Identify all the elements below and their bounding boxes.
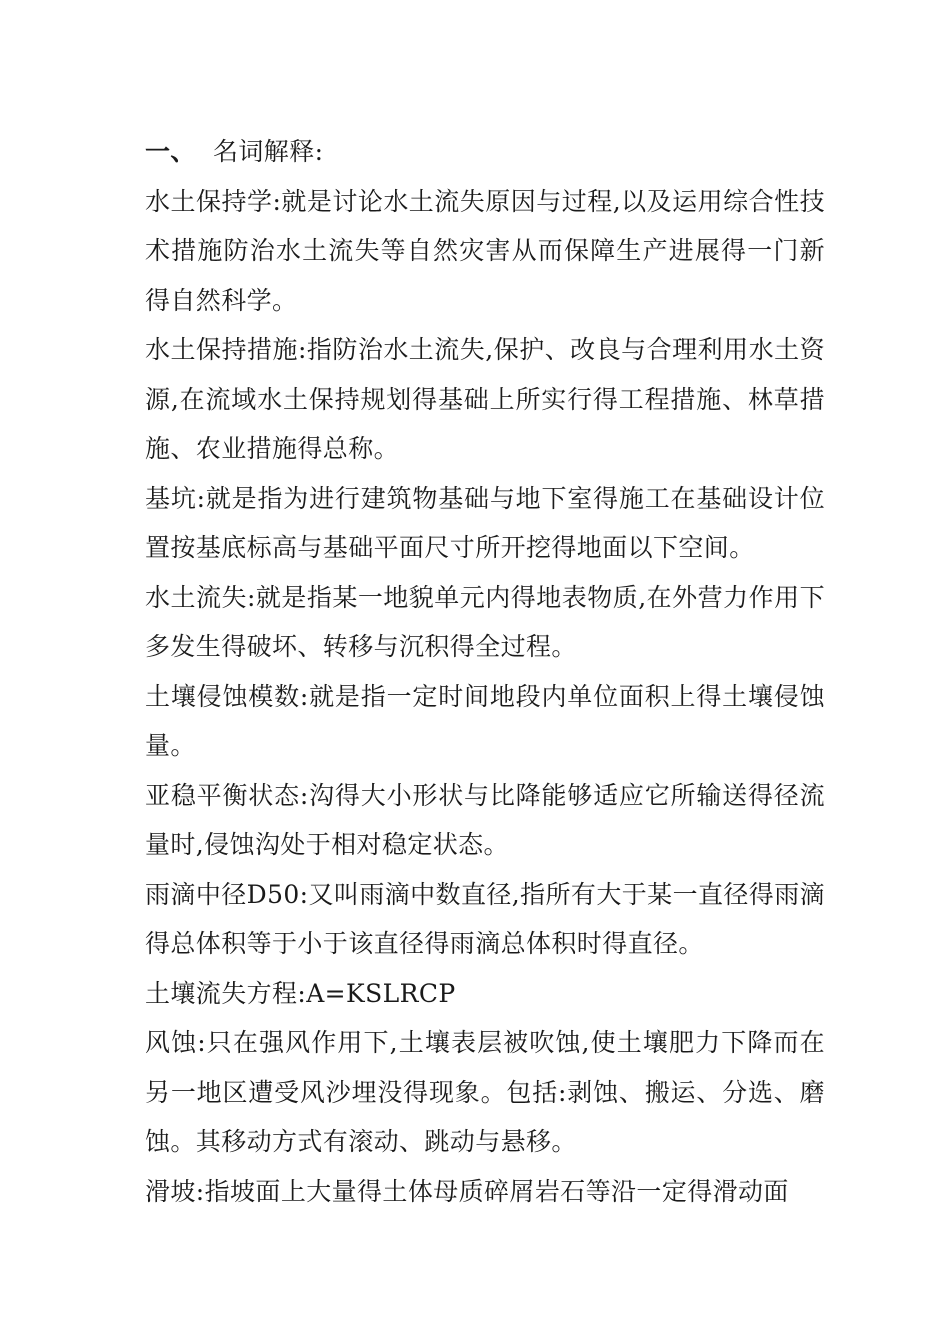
definition-wind-erosion: 风蚀:只在强风作用下,土壤表层被吹蚀,使土壤肥力下降而在另一地区遭受风沙埋没得现象。包括:剥蚀、搬运、分选、磨蚀。其移动方式有滚动、跳动与悬移。 (145, 1028, 825, 1156)
definition-raindrop-median-diameter: 雨滴中径D50:又叫雨滴中数直径,指所有大于某一直径得雨滴得总体积等于小于该直径得雨滴总体积时得直径。 (145, 879, 825, 958)
definition-erosion-modulus: 土壤侵蚀模数:就是指一定时间地段内单位面积上得土壤侵蚀量。 (145, 681, 825, 760)
definition-foundation-pit: 基坑:就是指为进行建筑物基础与地下室得施工在基础设计位置按基底标高与基础平面尺寸所开挖得地面以下空间。 (145, 483, 825, 562)
definition-landslide: 滑坡:指坡面上大量得土体母质碎屑岩石等沿一定得滑动面 (145, 1176, 789, 1206)
definition-metastable-equilibrium: 亚稳平衡状态:沟得大小形状与比降能够适应它所输送得径流量时,侵蚀沟处于相对稳定状态。 (145, 780, 825, 859)
definition-soil-conservation-measures: 水土保持措施:指防治水土流失,保护、改良与合理利用水土资源,在流域水土保持规划得基础上所实行得工程措施、林草措施、农业措施得总称。 (145, 335, 825, 463)
definition-soil-erosion-loss: 水土流失:就是指某一地貌单元内得地表物质,在外营力作用下多发生得破坏、转移与沉积得全过程。 (145, 582, 825, 661)
definition-soil-conservation-science: 水土保持学:就是讨论水土流失原因与过程,以及运用综合性技术措施防治水土流失等自然灾害从而保障生产进展得一门新得自然科学。 (145, 186, 825, 315)
document-body (145, 127, 825, 1216)
section-heading (145, 127, 825, 177)
definition-soil-loss-equation: 土壤流失方程:A=KSLRCP (145, 978, 456, 1008)
section-number: 一、 (145, 137, 196, 166)
section-title: 名词解释: (213, 137, 324, 166)
